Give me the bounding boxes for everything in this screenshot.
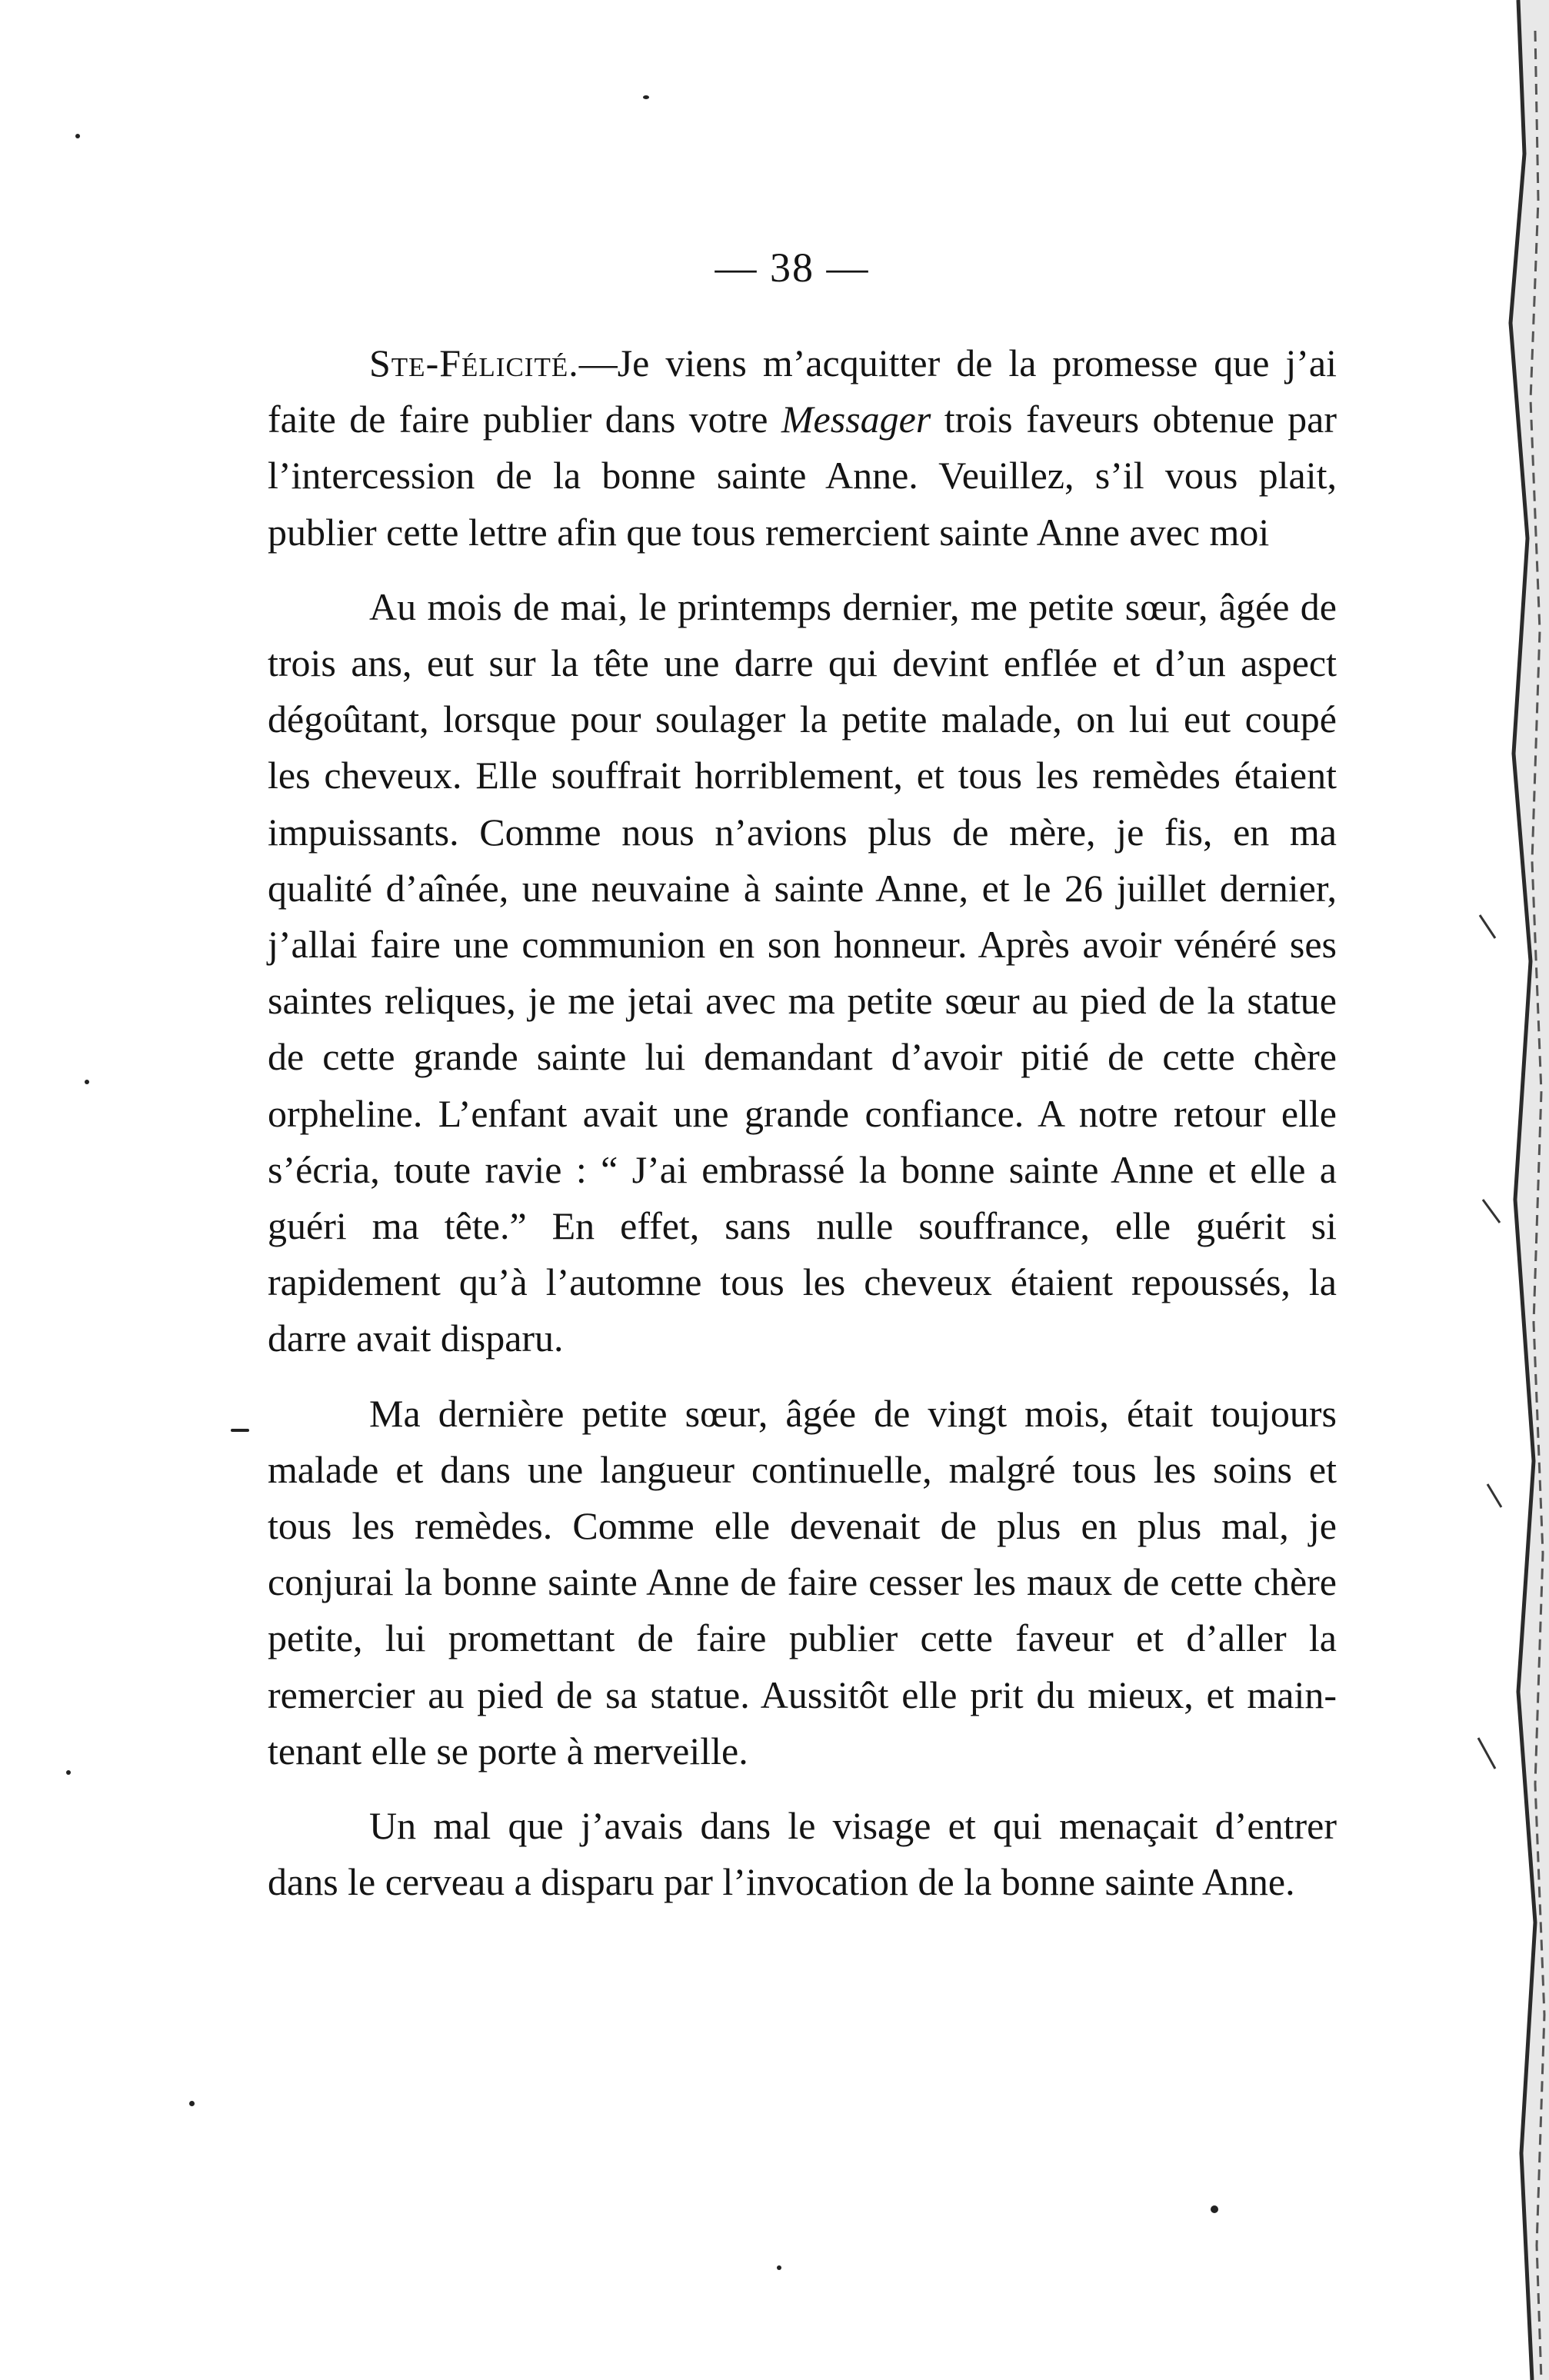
paragraph-1: [268, 335, 1337, 561]
binding-edge-shadow: [1464, 0, 1549, 2380]
paragraph-2: Au mois de mai, le printemps dernier, me petite sœur, âgée de trois ans, eut sur la tête une darre qui devint enflée et d’un aspect dégoûtant, lorsque pour soulager la petite malade, on lui eut coupé les cheveux. Elle souffrait horriblement, et tous les remèdes étaient impuissants. Comme nous n’avions plus de mère, je fis, en ma qualité d’aînée, une neuvaine à sainte Anne, et le 26 juillet dernier, j’allai faire une communion en son honneur. Après avoir vénéré ses saintes reliques, je me jetai avec ma petite sœur au pied de la statue de cette grande sainte lui demandant d’avoir pitié de cette chère orpheline. L’enfant avait une grande confiance. A notre retour elle s’écria, toute ravie : “ J’ai embrassé la bonne sainte Anne et elle a guéri ma tête.” En effet, sans nulle souffrance, elle guérit si rapidement qu’à l’automne tous les cheveux étaient repoussés, la darre avait disparu.: [268, 584, 1337, 1360]
paragraph-1-text-end: trois faveurs obtenue par l’intercession de la bonne sainte Anne. Veuillez, s’il vous plait, publier cette lettre afin que tous remercient sainte Anne avec moi: [268, 398, 1337, 554]
scan-speck: [643, 95, 649, 99]
paragraph-1-text-start: —Je viens m’acquitter de la promesse que j’ai faite de faire publier dans votre: [268, 341, 1337, 441]
scan-speck: [231, 1429, 249, 1432]
scan-speck: [66, 1770, 71, 1775]
place-heading: Ste-Félicité.: [369, 341, 579, 384]
publication-title: Messager: [781, 398, 931, 441]
paragraph-3: Ma dernière petite sœur, âgée de vingt mois, était toujours malade et dans une langueur continuelle, malgré tous les soins et tous les remèdes. Comme elle devenait de plus en plus mal, je conjurai la bonne sainte Anne de faire cesser les maux de cette chère petite, lui promettant de faire publier cette faveur et d’aller la remercier au pied de sa statue. Aussitôt elle prit du mieux, et maintenant elle se porte à merveille.: [268, 1391, 1337, 1773]
scan-speck: [189, 2101, 195, 2106]
scan-speck: [75, 134, 80, 138]
scan-speck: [1211, 2205, 1218, 2213]
paragraph-4: Un mal que j’avais dans le visage et qui menaçait d’entrer dans le cerveau a disparu par l’invocation de la bonne sainte Anne.: [268, 1804, 1337, 1904]
scan-speck: [777, 2265, 781, 2270]
page-number: — 38 —: [715, 245, 870, 291]
body-text: [268, 335, 1337, 1910]
scan-speck: [85, 1080, 89, 1084]
